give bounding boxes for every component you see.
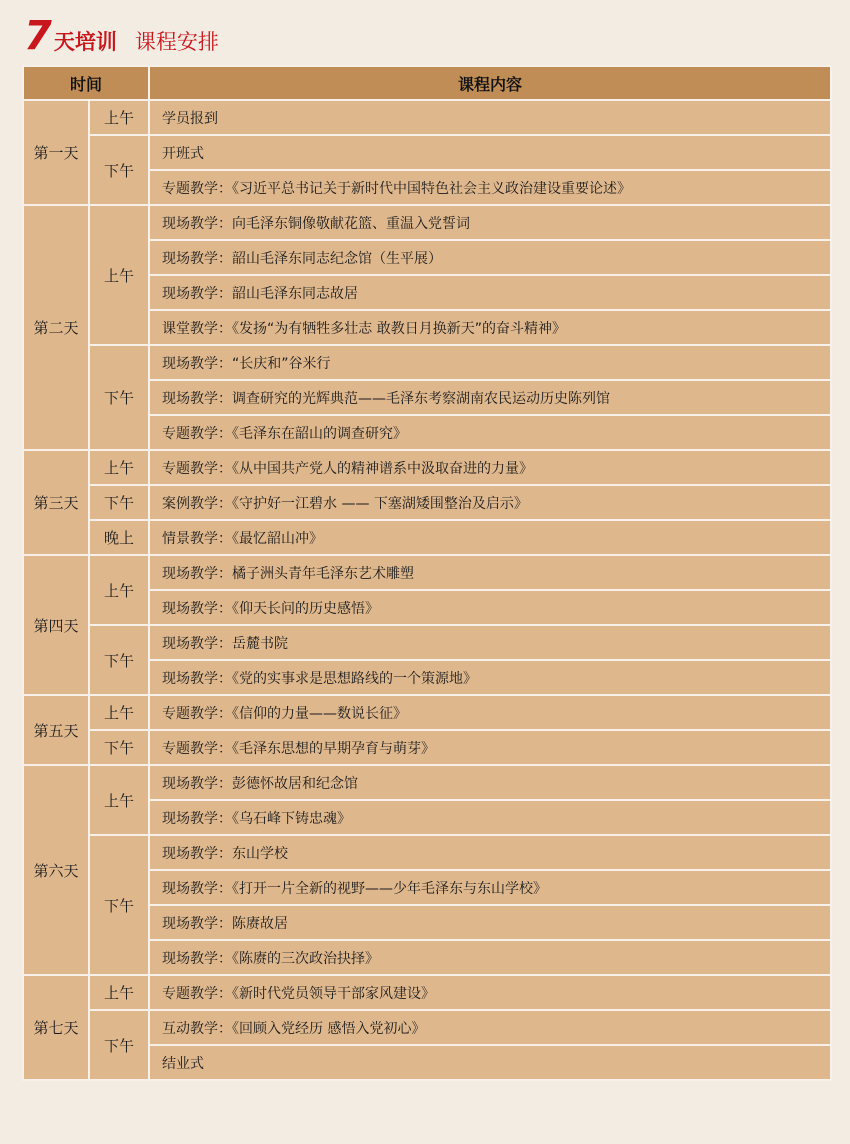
day-label: 第三天: [23, 450, 89, 555]
course-item: 现场教学：《党的实事求是思想路线的一个策源地》: [149, 660, 831, 695]
schedule-body: [23, 100, 831, 1080]
course-item: 现场教学：橘子洲头青年毛泽东艺术雕塑: [149, 555, 831, 590]
table-row: [23, 835, 831, 870]
table-row: [23, 205, 831, 240]
day-label: 第六天: [23, 765, 89, 975]
table-row: [23, 100, 831, 135]
title-part1: 天培训: [53, 30, 117, 54]
course-item: 专题教学：《习近平总书记关于新时代中国特色社会主义政治建设重要论述》: [149, 170, 831, 205]
period-label: 上午: [89, 450, 149, 485]
course-item: 课堂教学：《发扬“为有牺牲多壮志 敢教日月换新天”的奋斗精神》: [149, 310, 831, 345]
table-row: [23, 695, 831, 730]
table-row: [23, 485, 831, 520]
period-label: 上午: [89, 100, 149, 135]
day-label: 第五天: [23, 695, 89, 765]
schedule-table: [22, 65, 832, 1081]
course-item: 现场教学：韶山毛泽东同志纪念馆（生平展）: [149, 240, 831, 275]
course-item: 专题教学：《毛泽东思想的早期孕育与萌芽》: [149, 730, 831, 765]
period-label: 上午: [89, 555, 149, 625]
title-number: 7: [24, 13, 52, 59]
period-label: 上午: [89, 975, 149, 1010]
table-row: [23, 730, 831, 765]
course-item: 现场教学：《仰天长问的历史感悟》: [149, 590, 831, 625]
table-row: [23, 625, 831, 660]
course-item: 结业式: [149, 1045, 831, 1080]
course-item: 现场教学：陈赓故居: [149, 905, 831, 940]
period-label: 上午: [89, 205, 149, 345]
course-item: 互动教学：《回顾入党经历 感悟入党初心》: [149, 1010, 831, 1045]
course-item: 现场教学：《乌石峰下铸忠魂》: [149, 800, 831, 835]
course-item: 案例教学：《守护好一江碧水 —— 下塞湖矮围整治及启示》: [149, 485, 831, 520]
course-item: 现场教学：“长庆和”谷米行: [149, 345, 831, 380]
course-item: 情景教学：《最忆韶山冲》: [149, 520, 831, 555]
course-item: 专题教学：《信仰的力量——数说长征》: [149, 695, 831, 730]
course-item: 现场教学：东山学校: [149, 835, 831, 870]
day-label: 第一天: [23, 100, 89, 205]
course-item: 现场教学：《陈赓的三次政治抉择》: [149, 940, 831, 975]
period-label: 上午: [89, 765, 149, 835]
day-label: 第二天: [23, 205, 89, 450]
course-item: 现场教学：韶山毛泽东同志故居: [149, 275, 831, 310]
header-time: 时间: [23, 66, 149, 100]
course-item: 现场教学：调查研究的光辉典范——毛泽东考察湖南农民运动历史陈列馆: [149, 380, 831, 415]
course-item: 现场教学：《打开一片全新的视野——少年毛泽东与东山学校》: [149, 870, 831, 905]
course-item: 现场教学：岳麓书院: [149, 625, 831, 660]
period-label: 下午: [89, 835, 149, 975]
title-part2: 课程安排: [134, 30, 219, 54]
course-item: 学员报到: [149, 100, 831, 135]
course-item: 现场教学：彭德怀故居和纪念馆: [149, 765, 831, 800]
table-row: [23, 765, 831, 800]
day-label: 第四天: [23, 555, 89, 695]
course-item: 专题教学：《新时代党员领导干部家风建设》: [149, 975, 831, 1010]
course-item: 现场教学：向毛泽东铜像敬献花篮、重温入党誓词: [149, 205, 831, 240]
table-row: [23, 975, 831, 1010]
table-header-row: [23, 66, 831, 100]
course-item: 专题教学：《毛泽东在韶山的调查研究》: [149, 415, 831, 450]
period-label: 下午: [89, 485, 149, 520]
table-row: [23, 555, 831, 590]
period-label: 下午: [89, 625, 149, 695]
page-title: [24, 12, 219, 59]
period-label: 晚上: [89, 520, 149, 555]
table-row: [23, 520, 831, 555]
header-content: 课程内容: [149, 66, 831, 100]
course-item: 开班式: [149, 135, 831, 170]
table-row: [23, 1010, 831, 1045]
table-row: [23, 450, 831, 485]
period-label: 上午: [89, 695, 149, 730]
course-item: 专题教学：《从中国共产党人的精神谱系中汲取奋进的力量》: [149, 450, 831, 485]
table-row: [23, 135, 831, 170]
period-label: 下午: [89, 135, 149, 205]
day-label: 第七天: [23, 975, 89, 1080]
table-row: [23, 345, 831, 380]
period-label: 下午: [89, 1010, 149, 1080]
period-label: 下午: [89, 345, 149, 450]
period-label: 下午: [89, 730, 149, 765]
